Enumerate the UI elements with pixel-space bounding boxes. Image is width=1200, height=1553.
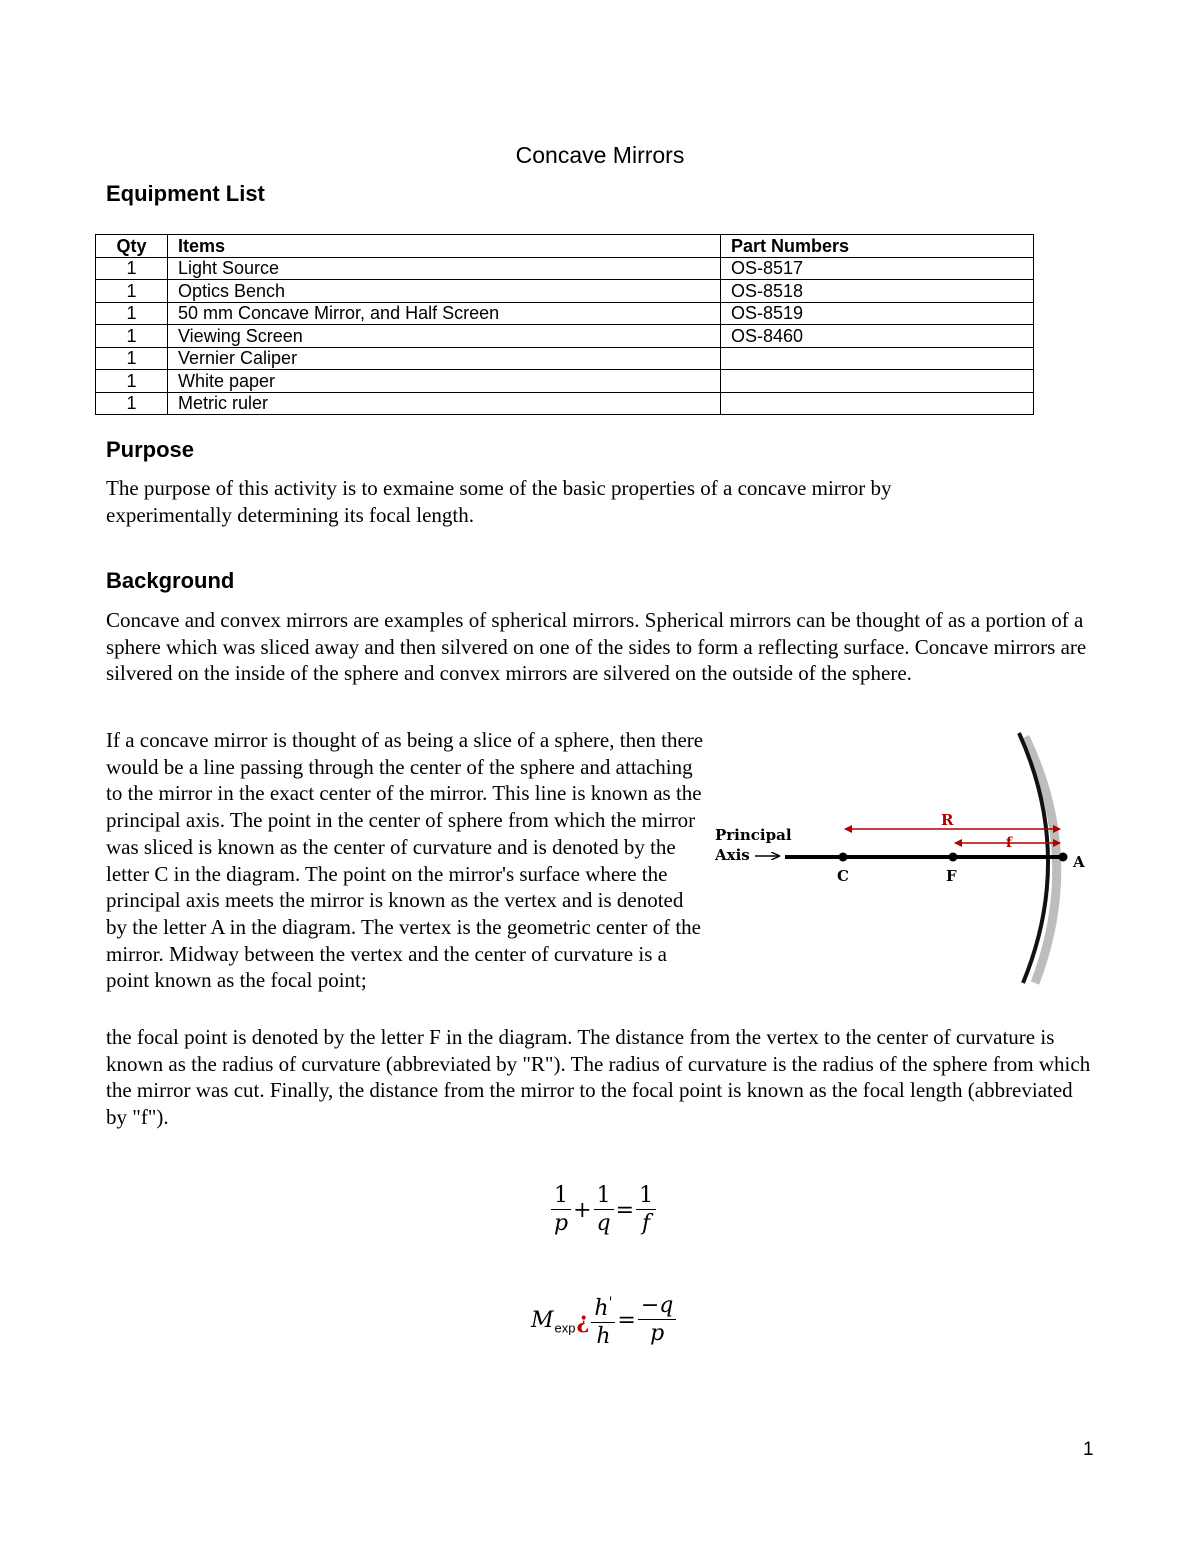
table-row xyxy=(96,370,1034,393)
focal-point-point xyxy=(949,853,958,862)
placeholder-glyph: ¿ xyxy=(576,1307,590,1334)
vertex-point xyxy=(1059,853,1068,862)
numerator: 1 xyxy=(594,1183,614,1210)
qty-cell: 1 xyxy=(96,347,168,370)
background-heading: Background xyxy=(106,568,235,593)
axis-label: Axis xyxy=(715,846,750,864)
background-paragraph-3: the focal point is denoted by the letter F in the diagram. The distance from the vertex to the center of curvature is known as the radius of curvature (abbreviated by "R"). The radius of curvature is the radius of the sphere from which the mirror was cut. Finally, the distance from the mirror to the focal point is known as the focal length (abbreviated by "f"). xyxy=(106,1025,1091,1130)
label-C: C xyxy=(837,867,849,885)
table-row xyxy=(96,392,1034,415)
part-number-cell xyxy=(721,392,1034,415)
purpose-heading: Purpose xyxy=(106,437,195,462)
equals-sign: = xyxy=(617,1308,636,1333)
table-row xyxy=(96,280,1034,303)
part-number-cell xyxy=(721,370,1034,393)
equals-sign: = xyxy=(615,1198,635,1223)
part-number-cell xyxy=(721,347,1034,370)
magnification-subscript: exp xyxy=(554,1320,576,1336)
label-R: R xyxy=(941,811,954,829)
part-number-cell: OS-8460 xyxy=(721,325,1034,348)
background-paragraph-2: If a concave mirror is thought of as being a slice of a sphere, then there would be a line passing through the center of the sphere and attaching to the mirror in the exact center of the mirror. This line is known as the principal axis. The point in the center of sphere from which the mirror was sliced is known as the center of curvature and is denoted by the letter C in the diagram. The point on the mirror's surface where the principal axis meets the mirror is known as the vertex and is denoted by the letter A in the diagram. The vertex is the geometric center of the mirror. Midway between the vertex and the center of curvature is a point known as the focal point; xyxy=(106,728,704,993)
equipment-table xyxy=(95,234,1034,415)
denominator-p: p xyxy=(554,1211,569,1236)
qty-cell: 1 xyxy=(96,325,168,348)
item-cell: Viewing Screen xyxy=(168,325,721,348)
table-row xyxy=(96,347,1034,370)
mirror-equation xyxy=(550,1183,657,1238)
item-cell: Vernier Caliper xyxy=(168,347,721,370)
label-F: F xyxy=(946,867,957,885)
label-A: A xyxy=(1073,853,1085,871)
qty-cell: 1 xyxy=(96,302,168,325)
purpose-paragraph: The purpose of this activity is to exmaine some of the basic properties of a concave mirror by experimentally determining its focal length. xyxy=(106,476,892,527)
item-cell: 50 mm Concave Mirror, and Half Screen xyxy=(168,302,721,325)
plus-sign: + xyxy=(573,1198,592,1223)
page-number: 1 xyxy=(1083,1439,1094,1460)
part-number-cell: OS-8517 xyxy=(721,257,1034,280)
denominator-q: q xyxy=(596,1211,611,1236)
document-title: Concave Mirrors xyxy=(515,142,685,168)
numerator: 1 xyxy=(636,1183,656,1210)
qty-cell: 1 xyxy=(96,257,168,280)
center-of-curvature-point xyxy=(839,853,848,862)
item-cell: Metric ruler xyxy=(168,392,721,415)
item-cell: White paper xyxy=(168,370,721,393)
numerator-negative-q: −q xyxy=(638,1293,677,1320)
table-row xyxy=(96,302,1034,325)
denominator-h: h xyxy=(596,1324,611,1349)
item-cell: Light Source xyxy=(168,257,721,280)
item-cell: Optics Bench xyxy=(168,280,721,303)
numerator-h-prime: h' xyxy=(591,1290,615,1323)
numerator: 1 xyxy=(551,1183,571,1210)
items-column-header: Items xyxy=(168,235,721,258)
table-row xyxy=(96,325,1034,348)
equipment-list-heading: Equipment List xyxy=(106,181,265,206)
denominator-f: f xyxy=(641,1211,651,1236)
qty-cell: 1 xyxy=(96,392,168,415)
qty-cell: 1 xyxy=(96,370,168,393)
label-f: f xyxy=(1006,835,1013,851)
part-numbers-column-header: Part Numbers xyxy=(721,235,1034,258)
table-row xyxy=(96,257,1034,280)
principal-label: Principal xyxy=(715,826,792,844)
mirror-shading xyxy=(1025,737,1057,983)
denominator-p: p xyxy=(650,1321,665,1346)
qty-cell: 1 xyxy=(96,280,168,303)
background-paragraph-1: Concave and convex mirrors are examples of spherical mirrors. Spherical mirrors can be thought of as a portion of a sphere which was sliced away and then silvered on one of the sides to form a reflecting surface. Concave mirrors are silvered on the inside of the sphere and convex mirrors are silvered on the outside of the sphere. xyxy=(106,608,1087,686)
table-header-row xyxy=(96,235,1034,258)
part-number-cell: OS-8519 xyxy=(721,302,1034,325)
qty-column-header: Qty xyxy=(96,235,168,258)
part-number-cell: OS-8518 xyxy=(721,280,1034,303)
magnification-equation xyxy=(530,1290,677,1351)
magnification-symbol: M xyxy=(531,1308,554,1333)
concave-mirror-diagram xyxy=(705,725,1095,990)
